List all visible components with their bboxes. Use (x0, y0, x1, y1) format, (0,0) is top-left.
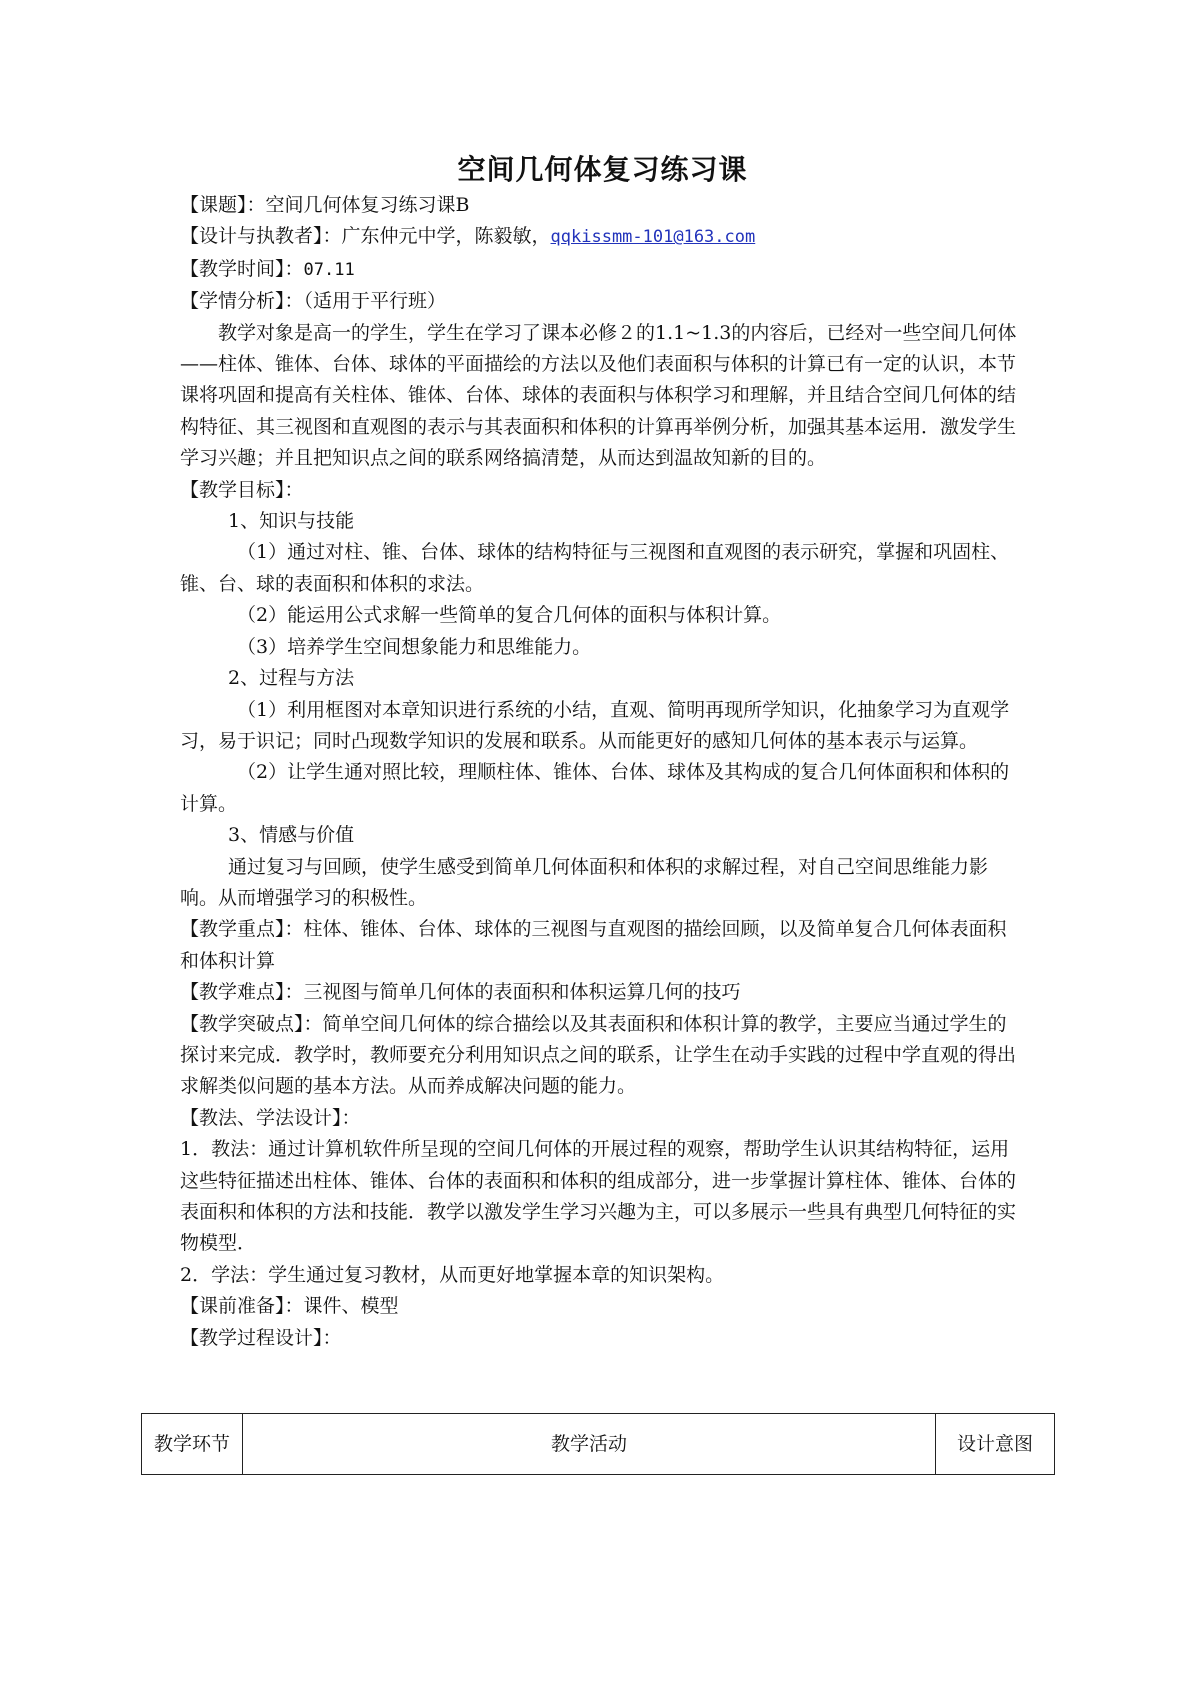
header-design-intent: 设计意图 (936, 1414, 1055, 1475)
analysis-line (180, 286, 1025, 317)
time-value: 07.11 (303, 259, 355, 280)
objective-1-item-3: （3）培养学生空间想象能力和思维能力。 (237, 635, 592, 658)
objective-3-text: 通过复习与回顾，使学生感受到简单几何体面积和体积的求解过程，对自己空间思维能力影响。从而增强学习的积极性。 (180, 855, 989, 909)
header-teaching-stage: 教学环节 (142, 1414, 243, 1475)
difficulties-label: 【教学难点】： (180, 981, 304, 1004)
key-points-line (180, 914, 1025, 977)
objectives-label: 【教学目标】： (180, 478, 304, 501)
analysis-label: 【学情分析】： (180, 290, 304, 313)
topic-line (180, 190, 1025, 221)
preparation-value: 课件、模型 (303, 1295, 399, 1318)
breakthrough-text: 简单空间几何体的综合描绘以及其表面积和体积计算的教学，主要应当通过学生的探讨来完成．教学时，教师要充分利用知识点之间的联系，让学生在动手实践的过程中学直观的得出求解类似问题的基本方法。从而养成解决问题的能力。 (180, 1012, 1017, 1098)
designer-email-link[interactable]: qqkissmm-101@163.com (550, 227, 756, 248)
difficulties-line (180, 977, 1025, 1008)
time-label: 【教学时间】： (180, 257, 304, 280)
analysis-value: （适用于平行班） (303, 290, 447, 313)
objective-section-2-title: 2、过程与方法 (228, 667, 355, 690)
breakthrough-label: 【教学突破点】： (180, 1012, 323, 1035)
topic-value: 空间几何体复习练习课B (265, 194, 470, 216)
breakthrough-line (180, 1009, 1025, 1103)
designer-line (180, 221, 1025, 253)
process-label: 【教学过程设计】： (180, 1326, 342, 1349)
difficulties-text: 三视图与简单几何体的表面积和体积运算几何的技巧 (303, 981, 741, 1004)
topic-label: 【课题】： (180, 194, 266, 216)
designer-value: 广东仲元中学，陈毅敏， (341, 225, 551, 248)
key-points-label: 【教学重点】： (180, 918, 304, 941)
page-title: 空间几何体复习练习课 (457, 153, 748, 186)
objective-2-item-1: （1）利用框图对本章知识进行系统的小结，直观、简明再现所学知识，化抽象学习为直观学习，易于识记；同时凸现数学知识的发展和联系。从而能更好的感知几何体的基本表示与运算。 (180, 698, 1010, 752)
key-points-text: 柱体、锥体、台体、球体的三视图与直观图的描绘回顾，以及简单复合几何体表面积和体积计算 (180, 918, 1007, 972)
objective-1-item-2: （2）能运用公式求解一些简单的复合几何体的面积与体积计算。 (237, 604, 782, 627)
process-table (141, 1413, 1055, 1475)
designer-label: 【设计与执教者】： (180, 225, 342, 248)
header-teaching-activity: 教学活动 (243, 1414, 936, 1475)
methods-learning: 2．学法：学生通过复习教材，从而更好地掌握本章的知识架构。 (180, 1263, 725, 1286)
objective-section-1-title: 1、知识与技能 (228, 510, 355, 533)
objective-1-item-1: （1）通过对柱、锥、台体、球体的结构特征与三视图和直观图的表示研究，掌握和巩固柱、锥、台、球的表面积和体积的求法。 (180, 541, 1010, 595)
objective-section-3-title: 3、情感与价值 (228, 824, 355, 847)
time-line (180, 254, 1025, 286)
methods-label: 【教法、学法设计】： (180, 1106, 361, 1129)
methods-teaching: 1．教法：通过计算机软件所呈现的空间几何体的开展过程的观察，帮助学生认识其结构特征，运用这些特征描述出柱体、锥体、台体的表面积和体积的组成部分，进一步掌握计算柱体、锥体、台体的表面积和体积的方法和技能．教学以激发学生学习兴趣为主，可以多展示一些具有典型几何特征的实物模型． (180, 1138, 1017, 1255)
preparation-line (180, 1291, 1025, 1322)
table-header-row (142, 1414, 1055, 1475)
objective-2-item-2: （2）让学生通对照比较，理顺柱体、锥体、台体、球体及其构成的复合几何体面积和体积的计算。 (180, 761, 1010, 815)
document-page (180, 150, 1025, 1354)
preparation-label: 【课前准备】： (180, 1295, 304, 1318)
analysis-paragraph: 教学对象是高一的学生，学生在学习了课本必修２的1.1~1.3的内容后，已经对一些空间几何体——柱体、锥体、台体、球体的平面描绘的方法以及他们表面积与体积的计算已有一定的认识，本节课将巩固和提高有关柱体、锥体、台体、球体的表面积与体积学习和理解，并且结合空间几何体的结构特征、其三视图和直观图的表示与其表面积和体积的计算再举例分析，加强其基本运用．激发学生学习兴趣；并且把知识点之间的联系网络搞清楚，从而达到温故知新的目的。 (180, 321, 1017, 470)
